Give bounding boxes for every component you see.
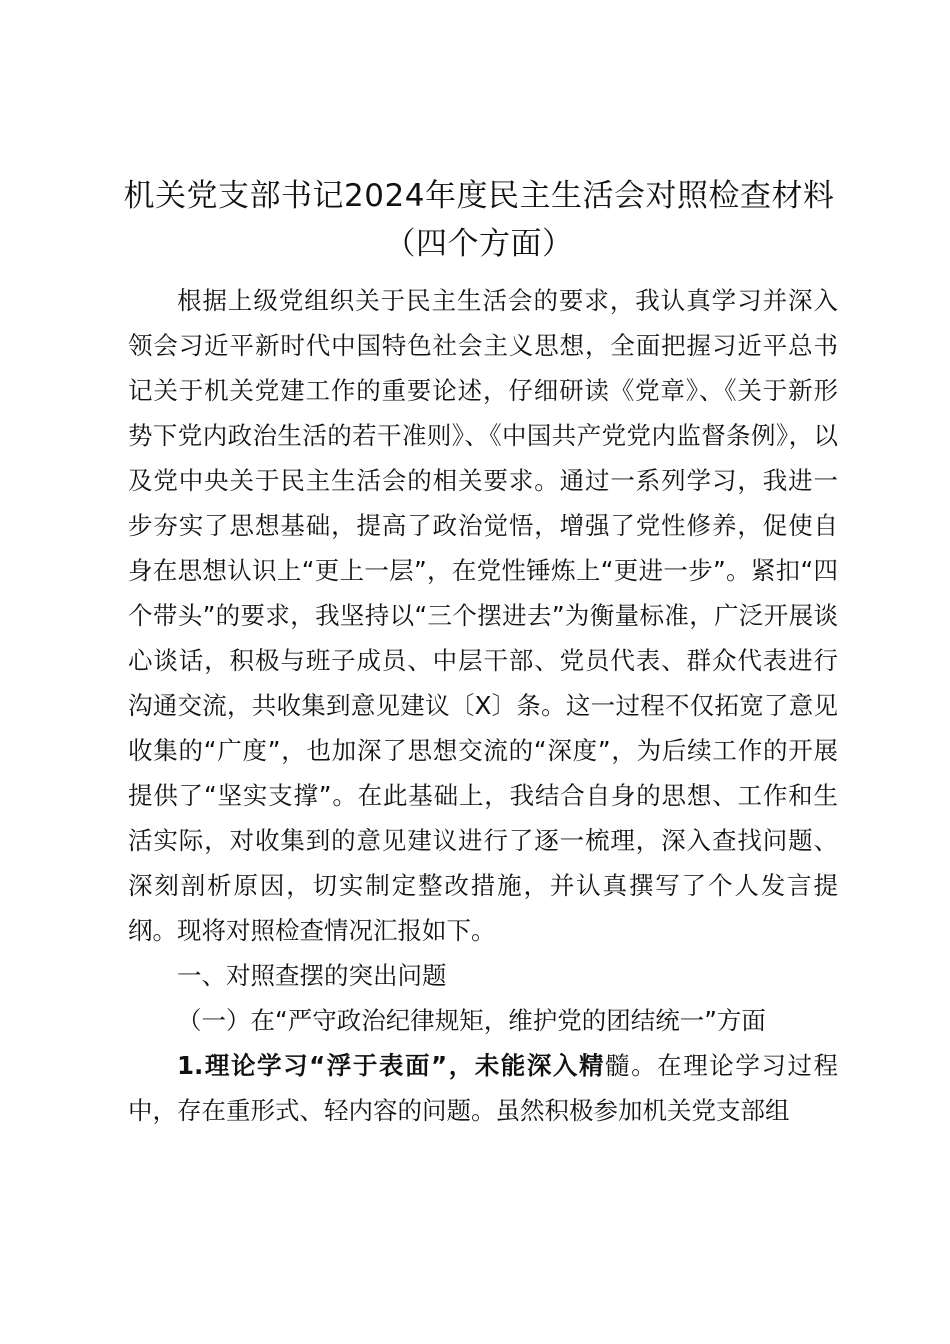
document-body [128,278,838,1133]
intro-paragraph: 根据上级党组织关于民主生活会的要求，我认真学习并深入领会习近平新时代中国特色社会主义思想，全面把握习近平总书记关于机关党建工作的重要论述，仔细研读《党章》、《关于新形势下党内政治生活的若干准则》、《中国共产党党内监督条例》，以及党中央关于民主生活会的相关要求。通过一系列学习，我进一步夯实了思想基础，提高了政治觉悟，增强了党性修养，促使自身在思想认识上“更上一层”，在党性锤炼上“更进一步”。紧扣“四个带头”的要求，我坚持以“三个摆进去”为衡量标准，广泛开展谈心谈话，积极与班子成员、中层干部、党员代表、群众代表进行沟通交流，共收集到意见建议〔X〕条。这一过程不仅拓宽了意见收集的“广度”，也加深了思想交流的“深度”，为后续工作的开展提供了“坚实支撑”。在此基础上，我结合自身的思想、工作和生活实际，对收集到的意见建议进行了逐一梳理，深入查找问题、深刻剖析原因，切实制定整改措施，并认真撰写了个人发言提纲。现将对照检查情况汇报如下。 [128,286,838,945]
item-1-paragraph [128,1043,838,1133]
subsection-heading: （一）在“严守政治纪律规矩，维护党的团结统一”方面 [177,1006,766,1035]
item-1-text: 髓。在理论学习过程中，存在重形式、轻内容的问题。虽然积极参加机关党支部组 [128,1051,839,1125]
document-title: 机关党支部书记2024年度民主生活会对照检查材料（四个方面） [123,178,835,262]
section-heading: 一、对照查摆的突出问题 [177,961,447,990]
item-1-bold-title: 1.理论学习“浮于表面”，未能深入精 [177,1051,606,1080]
